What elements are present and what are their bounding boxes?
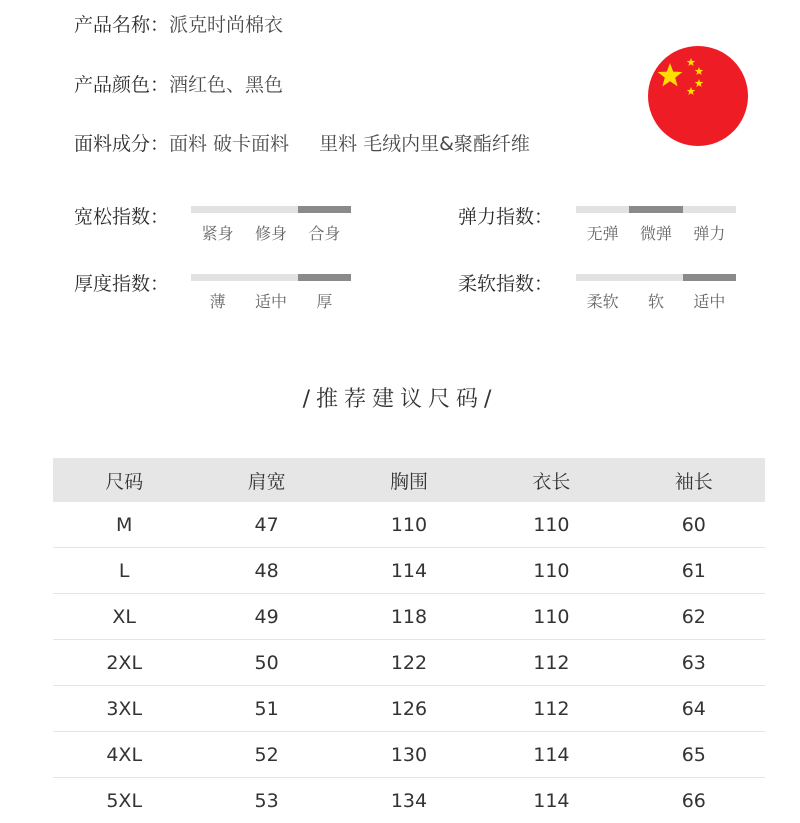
table-cell: 134 — [338, 778, 480, 823]
table-cell: 110 — [338, 502, 480, 548]
table-cell: 49 — [195, 594, 337, 640]
elasticity-index-bar — [576, 206, 736, 213]
table-cell: 52 — [195, 732, 337, 778]
tick-label: 修身 — [244, 221, 297, 244]
table-cell: 53 — [195, 778, 337, 823]
table-cell: 65 — [623, 732, 765, 778]
size-table-header — [53, 458, 765, 502]
table-cell: 2XL — [53, 640, 195, 686]
thickness-index-bar — [191, 274, 351, 281]
bar-segment — [191, 206, 244, 213]
tick-label: 适中 — [683, 289, 736, 312]
flag-small-star-icon — [687, 87, 695, 95]
column-header: 尺码 — [53, 458, 195, 502]
product-name-label: 产品名称： — [74, 14, 169, 36]
bar-segment — [244, 274, 297, 281]
table-row — [53, 594, 765, 640]
thickness-index-ticks — [191, 289, 351, 312]
table-cell: 112 — [480, 686, 622, 732]
table-cell: 130 — [338, 732, 480, 778]
product-color-label: 产品颜色： — [74, 74, 169, 96]
flag-small-star-icon — [687, 58, 695, 66]
table-cell: 47 — [195, 502, 337, 548]
bar-segment — [576, 206, 629, 213]
bar-segment — [629, 206, 682, 213]
column-header: 衣长 — [480, 458, 622, 502]
fit-index-bar — [191, 206, 351, 213]
softness-index-bar — [576, 274, 736, 281]
softness-index-label: 柔软指数： — [458, 269, 553, 296]
bar-segment — [244, 206, 297, 213]
product-name-value: 派克时尚棉衣 — [169, 14, 283, 36]
fabric-row — [74, 129, 530, 156]
table-row — [53, 640, 765, 686]
thickness-index-label: 厚度指数： — [74, 269, 169, 296]
column-header: 袖长 — [623, 458, 765, 502]
table-row — [53, 778, 765, 823]
table-cell: XL — [53, 594, 195, 640]
table-cell: 66 — [623, 778, 765, 823]
tick-label: 软 — [629, 289, 682, 312]
softness-index-ticks — [576, 289, 736, 312]
table-cell: 114 — [338, 548, 480, 594]
tick-label: 弹力 — [683, 221, 736, 244]
size-table — [53, 458, 765, 823]
table-cell: 110 — [480, 594, 622, 640]
table-cell: 112 — [480, 640, 622, 686]
table-row — [53, 732, 765, 778]
table-cell: 5XL — [53, 778, 195, 823]
table-cell: 51 — [195, 686, 337, 732]
flag-small-star-icon — [695, 79, 703, 87]
column-header: 胸围 — [338, 458, 480, 502]
tick-label: 合身 — [298, 221, 351, 244]
table-cell: 3XL — [53, 686, 195, 732]
table-cell: 114 — [480, 732, 622, 778]
bar-segment — [191, 274, 244, 281]
elasticity-index-ticks — [576, 221, 736, 244]
china-flag-icon — [648, 46, 748, 146]
fit-index-ticks — [191, 221, 351, 244]
tick-label: 柔软 — [576, 289, 629, 312]
elasticity-index-label: 弹力指数： — [458, 202, 553, 229]
product-name-row — [74, 10, 283, 37]
tick-label: 微弹 — [629, 221, 682, 244]
flag-large-star-icon — [658, 63, 683, 86]
fabric-lining: 里料 毛绒内里&聚酯纤维 — [319, 133, 530, 155]
table-cell: 110 — [480, 548, 622, 594]
tick-label: 紧身 — [191, 221, 244, 244]
table-cell: 114 — [480, 778, 622, 823]
bar-segment — [683, 274, 736, 281]
table-cell: M — [53, 502, 195, 548]
flag-small-star-icon — [695, 67, 703, 75]
fit-index-label: 宽松指数： — [74, 202, 169, 229]
bar-segment — [576, 274, 629, 281]
table-cell: 48 — [195, 548, 337, 594]
table-cell: 118 — [338, 594, 480, 640]
table-cell: 62 — [623, 594, 765, 640]
size-section-title: /推荐建议尺码/ — [0, 382, 800, 413]
table-cell: 64 — [623, 686, 765, 732]
bar-segment — [683, 206, 736, 213]
fabric-label: 面料成分： — [74, 133, 169, 155]
table-row — [53, 548, 765, 594]
table-cell: L — [53, 548, 195, 594]
tick-label: 适中 — [244, 289, 297, 312]
table-row — [53, 686, 765, 732]
tick-label: 厚 — [298, 289, 351, 312]
tick-label: 无弹 — [576, 221, 629, 244]
bar-segment — [298, 274, 351, 281]
table-cell: 61 — [623, 548, 765, 594]
table-cell: 60 — [623, 502, 765, 548]
table-cell: 4XL — [53, 732, 195, 778]
column-header: 肩宽 — [195, 458, 337, 502]
table-cell: 122 — [338, 640, 480, 686]
bar-segment — [629, 274, 682, 281]
table-cell: 50 — [195, 640, 337, 686]
table-cell: 63 — [623, 640, 765, 686]
table-cell: 126 — [338, 686, 480, 732]
product-color-row — [74, 70, 283, 97]
table-row — [53, 502, 765, 548]
table-cell: 110 — [480, 502, 622, 548]
bar-segment — [298, 206, 351, 213]
product-color-value: 酒红色、黑色 — [169, 74, 283, 96]
fabric-outer: 面料 破卡面料 — [169, 133, 289, 155]
tick-label: 薄 — [191, 289, 244, 312]
